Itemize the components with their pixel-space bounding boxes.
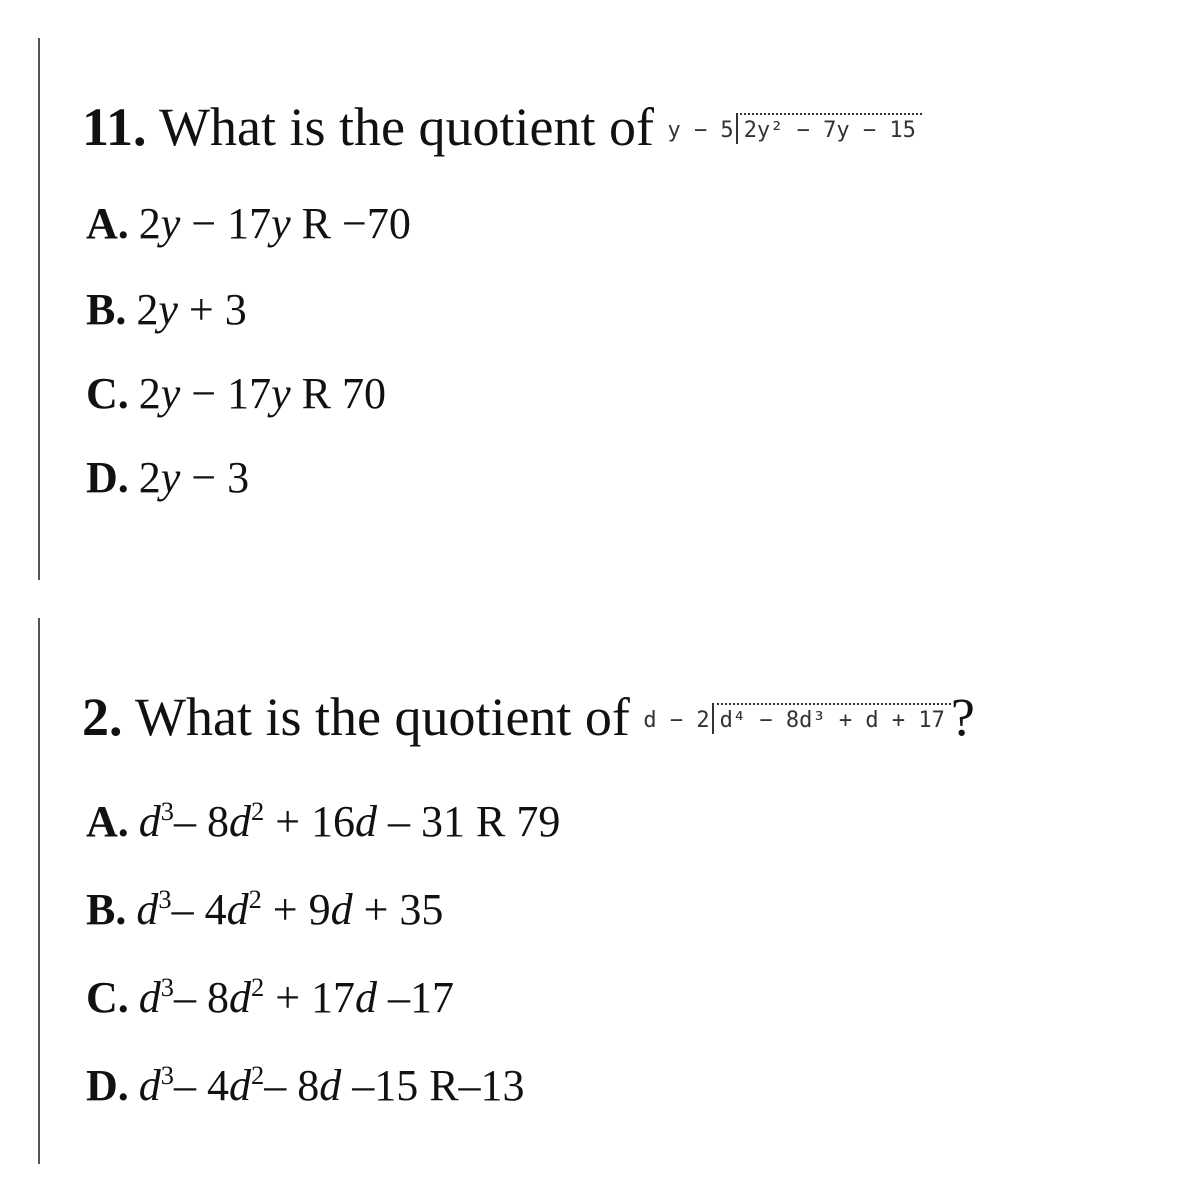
question-1-choice-a[interactable]: [86, 198, 411, 249]
question-1-choice-c[interactable]: [86, 368, 386, 419]
question-1-prompt: [82, 96, 922, 158]
choice-letter: A.: [86, 199, 129, 248]
choice-expression: 2y − 17y R −70: [138, 199, 411, 248]
choice-expression: 2y − 3: [138, 453, 250, 502]
choice-letter: D.: [86, 453, 129, 502]
question-1-long-division: [667, 113, 921, 144]
question-2-choice-d[interactable]: [86, 1060, 525, 1111]
choice-expression: $d^3-$ $4d^2 + 9d + 35$: [136, 884, 444, 934]
question-2-choice-a[interactable]: [86, 796, 560, 847]
question-2-choice-b[interactable]: [86, 884, 443, 935]
choice-letter: D.: [86, 1061, 129, 1110]
question-1-choice-b[interactable]: [86, 284, 247, 335]
choice-letter: A.: [86, 797, 129, 846]
question-1-text: What is the quotient of: [159, 97, 654, 157]
question-1-divider-rule: [38, 38, 40, 580]
question-1-dividend: 2y² − 7y − 15: [736, 113, 922, 144]
choice-letter: C.: [86, 973, 129, 1022]
question-1-number: 11.: [82, 97, 147, 157]
question-1-choice-d[interactable]: [86, 452, 249, 503]
choice-expression: 2y − 17y R 70: [138, 369, 387, 418]
question-2-end-mark: ?: [950, 687, 975, 747]
choice-letter: B.: [86, 885, 127, 934]
question-2-divisor: d − 2: [643, 708, 710, 733]
choice-letter: C.: [86, 369, 129, 418]
question-2-long-division: [643, 703, 950, 734]
question-2-divider-rule: [38, 618, 40, 1164]
question-2-prompt: [82, 686, 975, 748]
choice-expression: $d^3-$ $8d^2 + 16d - 31$ R 79: [138, 796, 561, 846]
question-2-text: What is the quotient of: [135, 687, 630, 747]
question-2-dividend: d⁴ − 8d³ + d + 17: [712, 703, 951, 734]
question-1-divisor: y − 5: [667, 118, 734, 143]
question-2-number: 2.: [82, 687, 123, 747]
choice-expression: $d^3-$ $4d^2-$ 8d –15 R–13: [138, 1060, 525, 1110]
choice-letter: B.: [86, 285, 127, 334]
question-2-choice-c[interactable]: [86, 972, 454, 1023]
choice-expression: 2y + 3: [136, 285, 247, 334]
choice-expression: $d^3-$ $8d^2 + 17d$ –17: [138, 972, 455, 1022]
